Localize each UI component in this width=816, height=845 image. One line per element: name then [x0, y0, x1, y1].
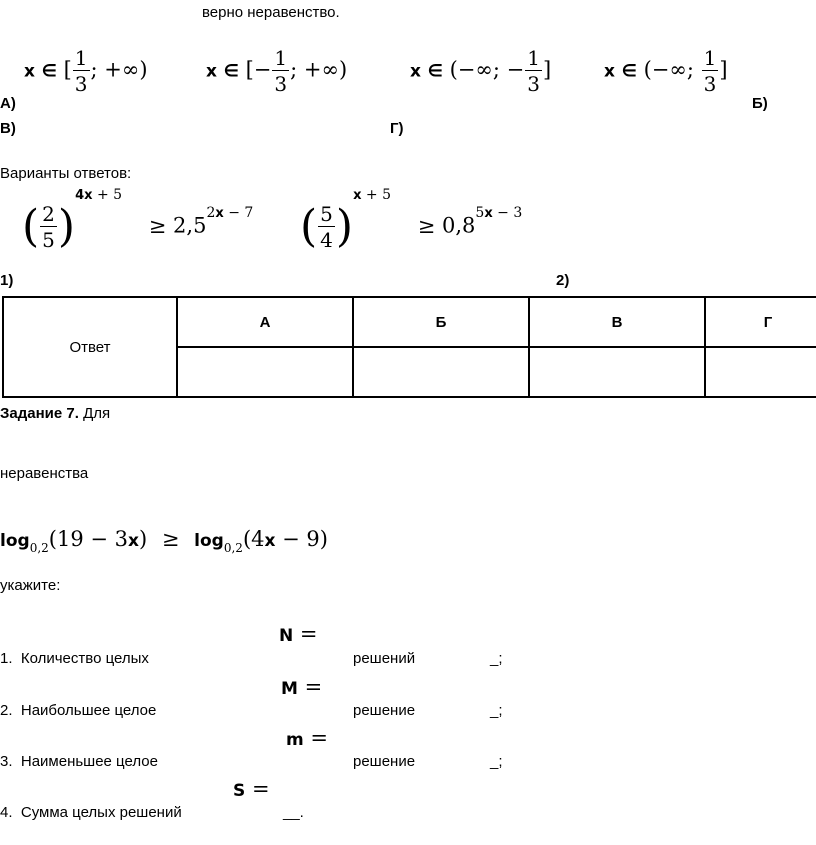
inequality-2-label: 2): [556, 272, 570, 289]
answer-header-g: Г: [705, 297, 816, 347]
inequality-1: ( $\frac{2}{5}$ )$^{4x + 5} \ge 2,5^{2x - 7}$: [22, 186, 254, 252]
q4-text: 4. Сумма целых решений: [0, 804, 182, 821]
answer-cell-v[interactable]: [529, 347, 705, 397]
q2-text: 2. Наибольшее целое: [0, 702, 157, 719]
answer-cell-b[interactable]: [353, 347, 529, 397]
answer-header-a: А: [177, 297, 353, 347]
answer-header-v: В: [529, 297, 705, 347]
answer-cell-g[interactable]: [705, 347, 816, 397]
answer-cell-a[interactable]: [177, 347, 353, 397]
answer-table: [2, 296, 816, 398]
inequality-2: ( $\frac{5}{4}$ )$^{x + 5} \ge 0,8^{5x - 3}$: [300, 186, 523, 252]
q1-answer-blank[interactable]: _;: [490, 650, 503, 667]
option-v-formula: x ∈ [− $\frac{1}{3}$ ; +∞): [206, 46, 348, 96]
q3-word: решение: [353, 753, 416, 770]
option-b-formula: x ∈ (−∞; $\frac{1}{3}$ ]: [604, 46, 728, 96]
q4-answer-blank[interactable]: __.: [283, 804, 304, 821]
variants-label: Варианты ответов:: [0, 165, 132, 182]
option-a-label: А): [0, 95, 16, 112]
log-inequality: $\log_{0,2}(19 - 3x) \ge \log_{0,2}(4x - 9)$: [0, 527, 328, 555]
inequality-1-label: 1): [0, 272, 14, 289]
q2-symbol: M =: [281, 675, 323, 699]
q3-answer-blank[interactable]: _;: [490, 753, 503, 770]
q2-word: решение: [353, 702, 416, 719]
top-text: верно неравенство.: [202, 4, 340, 21]
answer-header-b: Б: [353, 297, 529, 347]
answer-row-label: Ответ: [3, 297, 177, 397]
option-g-label: Г): [390, 120, 404, 137]
task-line-2: неравенства: [0, 465, 89, 482]
q3-text: 3. Наименьшее целое: [0, 753, 158, 770]
q1-word: решений: [353, 650, 416, 667]
option-g-formula: x ∈ (−∞; − $\frac{1}{3}$ ]: [410, 46, 552, 96]
q2-answer-blank[interactable]: _;: [490, 702, 503, 719]
q3-symbol: m =: [286, 726, 329, 750]
q4-symbol: S =: [233, 777, 270, 801]
q1-text: 1. Количество целых: [0, 650, 149, 667]
q1-symbol: N =: [279, 622, 318, 646]
option-v-label: В): [0, 120, 16, 137]
task-title: Задание 7. Для: [0, 405, 111, 422]
option-b-label: Б): [752, 95, 768, 112]
option-a-formula: x ∈ [ $\frac{1}{3}$ ; +∞): [24, 46, 148, 96]
task-line-3: укажите:: [0, 577, 61, 594]
